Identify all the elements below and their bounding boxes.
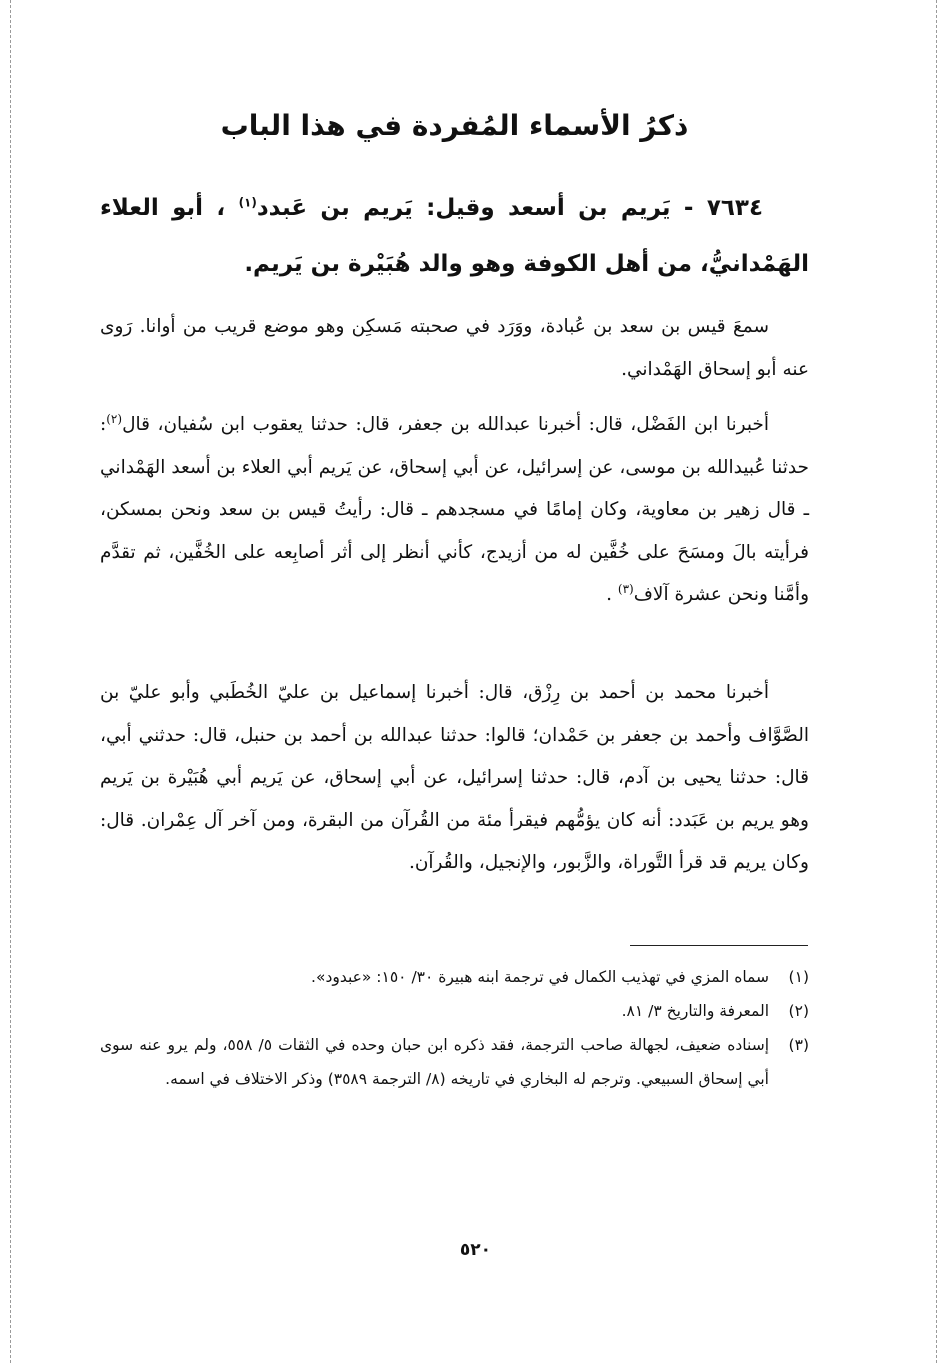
footnote-number: (١): [788, 968, 809, 986]
footnotes: [100, 960, 809, 1096]
paragraph-3: أخبرنا محمد بن أحمد بن رِزْق، قال: أخبرنا إسماعيل بن عليّ الخُطَبي وأبو عليّ بن الصَّوَّاف وأحمد بن جعفر بن حَمْدان؛ قالوا: حدثنا عبدالله بن أحمد بن حنبل، قال: حدثني أبي، قال: حدثنا يحيى بن آدم، قال: حدثنا إسرائيل، عن أبي إسحاق، عن يَريم أبي هُبَيْرة بن يَريم وهو يريم بن عَبَدد: أنه كان يؤمُّهم فيقرأ مئة من القُرآن من البقرة، ومن آخر آل عِمْران. قال: وكان يريم قد قرأ التَّوراة، والزَّبور، والإنجيل، والقُرآن.: [100, 682, 809, 873]
footnote-number: (٣): [788, 1036, 809, 1054]
footnote-divider: [630, 945, 808, 946]
footnote-ref-2: (٢): [106, 411, 123, 426]
footnote-item: [100, 994, 809, 1028]
footnote-text: سماه المزي في تهذيب الكمال في ترجمة ابنه هبيرة ٣٠/ ١٥٠: «عبدود».: [311, 968, 769, 986]
scan-border-left: [10, 0, 11, 1363]
footnote-item: [100, 960, 809, 994]
paragraph-2-text-a: أخبرنا ابن الفَضْل، قال: أخبرنا عبدالله بن جعفر، قال: حدثنا يعقوب ابن سُفيان، قال: [122, 414, 769, 435]
paragraph-2: [100, 404, 809, 617]
footnote-text: إسناده ضعيف، لجهالة صاحب الترجمة، فقد ذكره ابن حبان وحده في الثقات ٥/ ٥٥٨، ولم يرو عنه سوى أبي إسحاق السبيعي. وترجم له البخاري في تاريخه (٨/ الترجمة ٣٥٨٩) وذكر الاختلاف في اسمه.: [100, 1036, 770, 1088]
footnote-ref-3: (٣): [617, 581, 634, 596]
chapter-title: ذكرُ الأسماء المُفردة في هذا الباب: [220, 109, 689, 142]
footnote-number: (٢): [788, 1002, 809, 1020]
scan-border-right: [936, 0, 937, 1363]
footnote-ref-1: (١): [238, 195, 257, 210]
page-number: ٥٢٠: [459, 1240, 492, 1260]
footnote-item: [100, 1028, 809, 1096]
entry-heading: [100, 180, 809, 292]
paragraph-1: سمعَ قيس بن سعد بن عُبادة، ووَرَد في صحبته مَسكِن وهو موضع قريب من أوانا. رَوى عنه أبو إسحاق الهَمْداني.: [100, 316, 809, 380]
paragraph-2-text-c: .: [606, 584, 618, 605]
entry-heading-text-b: ، أبو العلاء الهَمْدانيُّ، من أهل الكوفة وهو والد هُبَيْرة بن يَريم.: [100, 195, 809, 277]
footnote-text: المعرفة والتاريخ ٣/ ٨١.: [621, 1002, 769, 1020]
paragraph-2-text-b: : حدثنا عُبيدالله بن موسى، عن إسرائيل، عن أبي إسحاق، عن يَريم أبي العلاء بن أسعد الهَمْداني ـ قال زهير بن معاوية، وكان إمامًا في مسجدهم ـ قال: رأيتُ قيس بن سعد ونحن بمسكن، فرأيته بالَ ومسَحَ على خُفَّين له من أزيدج، كأني أنظر إلى أثر أصابِعه على الخُفَّين، ثم تقدَّم وأمَّنا ونحن عشرة آلاف: [100, 414, 809, 605]
entry-heading-text-a: ٧٦٣٤ - يَريم بن أسعد وقيل: يَريم بن عَبدد: [256, 195, 763, 221]
